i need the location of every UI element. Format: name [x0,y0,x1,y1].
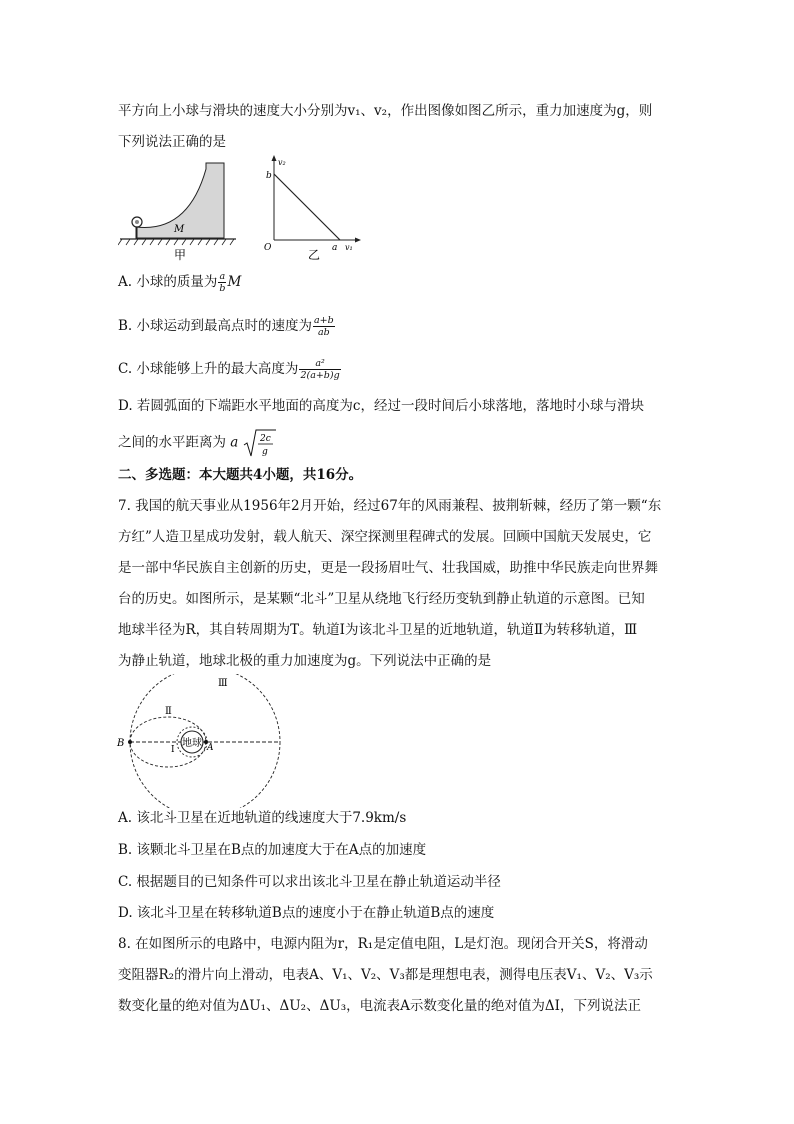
sqrt-expression [243,428,277,458]
q7-option-b: B. 该颗北斗卫星在B点的加速度大于在A点的加速度 [118,842,427,858]
q6-option-a: A. 小球的质量为 $\frac{a}{b}$ M [118,271,242,294]
q6-option-b: B. 小球运动到最高点时的速度为 $\frac{a+b}{ab}$ [118,315,334,338]
figure-yi-graph [262,154,362,264]
figure-yi-line [274,174,340,240]
q7-option-d: D. 该北斗卫星在转移轨道B点的速度小于在静止轨道B点的速度 [118,905,495,921]
q7-line-4: 台的历史。如图所示，是某颗“北斗”卫星从绕地飞行经历变轨到静止轨道的示意图。已知 [118,591,645,607]
figure-yi-caption: 乙 [308,248,321,262]
q7-line-2: 方红”人造卫星成功发射，载人航天、深空探测里程碑式的发展。回顾中国航天发展史，它 [118,529,652,545]
q7-line-6: 为静止轨道，地球北极的重力加速度为g。下列说法中正确的是 [118,653,492,669]
figure-orbits [112,674,282,808]
figure-yi-x-axis-label: v₁ [345,243,353,252]
figure-jia-caption: 甲 [174,248,187,262]
q8-line-2: 变阻器R₂的滑片向上滑动，电表A、V₁、V₂、V₃都是理想电表，测得电压表V₁、V₂、V₃示 [118,967,653,983]
figure-jia-slider [118,155,238,265]
point-a-label: A [207,743,214,753]
orbit-3-label: Ⅲ [218,678,228,689]
section-2-heading: 二、多选题：本大题共4小题，共16分。 [118,467,363,483]
q7-option-a: A. 该北斗卫星在近地轨道的线速度大于7.9km/s [118,810,407,826]
q6-option-d-line-1: D. 若圆弧面的下端距水平地面的高度为c，经过一段时间后小球落地，落地时小球与滑块 [118,398,644,414]
q6-line-2: 下列说法正确的是 [118,134,226,150]
point-b-label: B [117,738,125,749]
figure-yi-a-label: a [332,243,338,253]
figure-jia-mass-label: M [174,224,185,235]
svg-text:g: g [261,447,268,457]
q7-line-1: 7. 我国的航天事业从1956年2月开始，经过67年的风雨兼程、披荆斩棘，经历了第一颗“东 [118,498,662,514]
q7-line-5: 地球半径为R，其自转周期为T。轨道Ⅰ为该北斗卫星的近地轨道，轨道Ⅱ为转移轨道，Ⅲ [118,622,638,638]
orbit-1-label: Ⅰ [171,745,175,755]
figure-yi-origin-label: O [264,243,272,253]
earth-label: 地球 [182,738,202,749]
q7-option-c: C. 根据题目的已知条件可以求出该北斗卫星在静止轨道运动半径 [118,874,501,890]
svg-text:2c: 2c [259,434,271,444]
q8-line-3: 数变化量的绝对值为ΔU₁、ΔU₂、ΔU₃，电流表A示数变化量的绝对值为ΔI，下列说法正 [118,998,641,1014]
q8-line-1: 8. 在如图所示的电路中，电源内阻为r，R₁是定值电阻，L是灯泡。现闭合开关S，将滑动 [118,936,648,952]
figure-yi-y-axis-label: v₂ [278,158,286,167]
q6-line-1: 平方向上小球与滑块的速度大小分别为v₁、v₂，作出图像如图乙所示，重力加速度为g，则 [118,103,653,119]
orbit-2-label: Ⅱ [165,706,172,717]
q6-option-d-line-2: 之间的水平距离为 a 2c g [118,428,277,458]
q6-option-c: C. 小球能够上升的最大高度为 $\frac{\text{a²}}{2(a+b)g}$ [118,358,340,381]
q7-line-3: 是一部中华民族自主创新的历史，更是一段扬眉吐气、壮我国威，助推中华民族走向世界舞 [118,560,658,576]
figure-yi-b-label: b [266,171,272,181]
